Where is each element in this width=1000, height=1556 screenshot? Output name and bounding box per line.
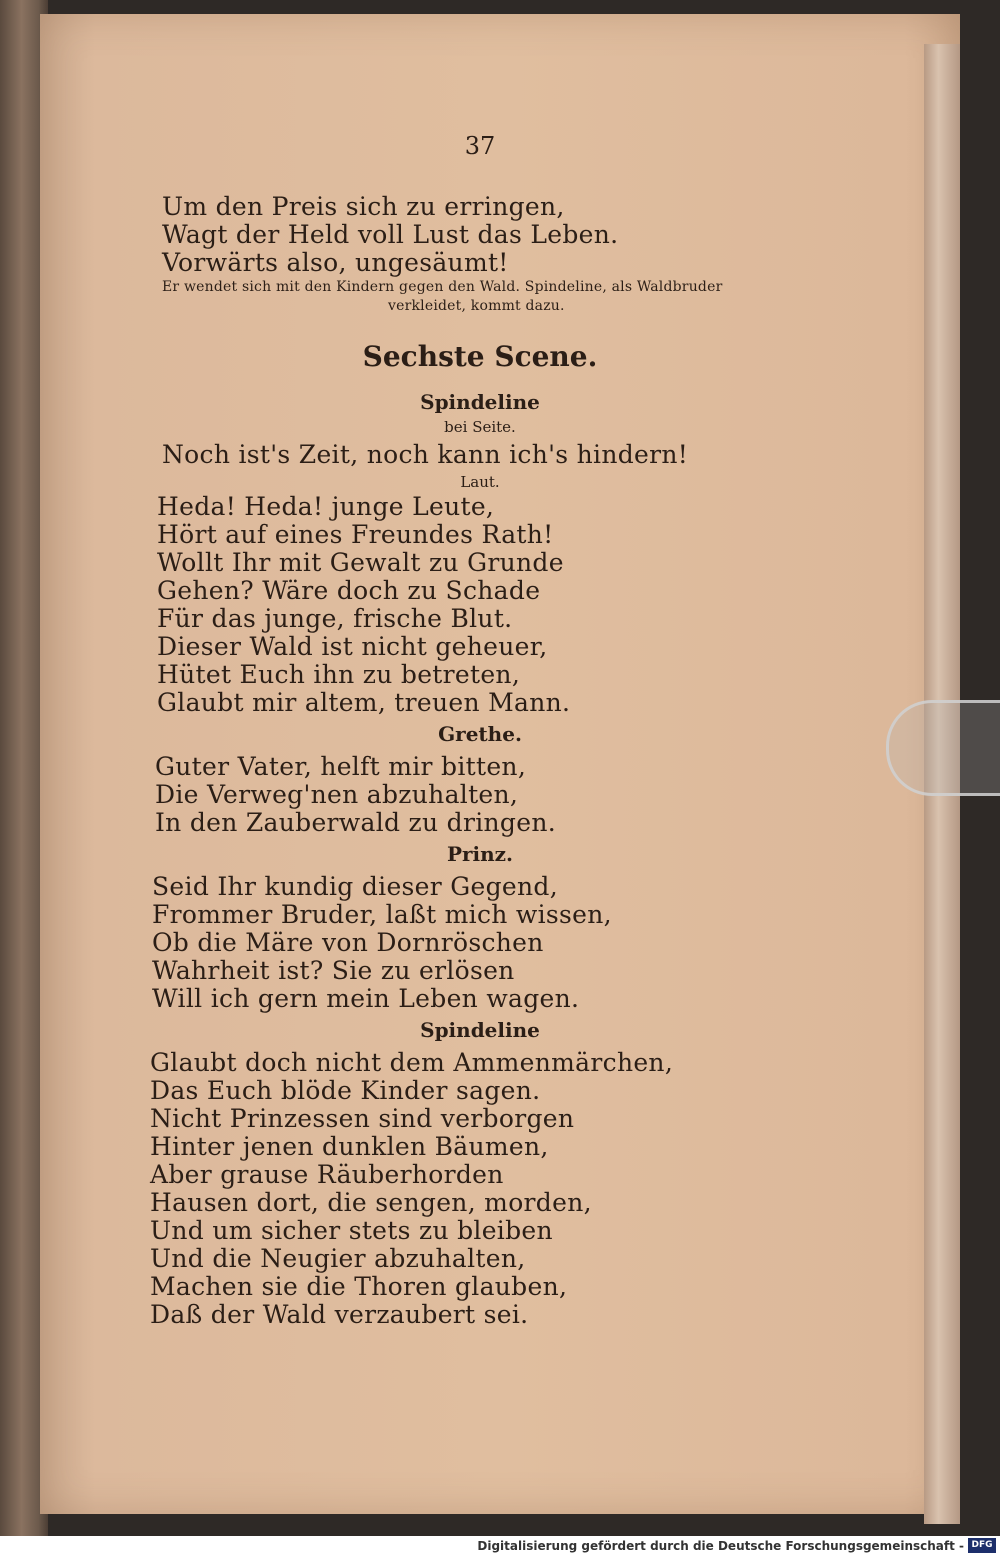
verse-line: Dieser Wald ist nicht geheuer, [157, 632, 548, 661]
verse-line: In den Zauberwald zu dringen. [155, 808, 556, 837]
page-number: 37 [464, 132, 496, 160]
verse-line: Noch ist's Zeit, noch kann ich's hindern! [162, 440, 689, 469]
stage-direction: Er wendet sich mit den Kindern gegen den Wald. Spindeline, als Waldbruder [162, 279, 723, 295]
verse-line: Hütet Euch ihn zu betreten, [157, 660, 521, 689]
verse-line: Nicht Prinzessen sind verborgen [150, 1104, 575, 1133]
speaker-name: Spindeline [420, 1018, 540, 1042]
verse-line: Für das junge, frische Blut. [157, 604, 513, 633]
verse-line: Um den Preis sich zu erringen, [162, 192, 565, 221]
verse-line: Aber grause Räuberhorden [150, 1160, 504, 1189]
verse-line: Wahrheit ist? Sie zu erlösen [152, 956, 515, 985]
verse-line: Seid Ihr kundig dieser Gegend, [152, 872, 558, 901]
verse-line: Das Euch blöde Kinder sagen. [150, 1076, 541, 1105]
verse-line: Gehen? Wäre doch zu Schade [157, 576, 541, 605]
verse-line: Machen sie die Thoren glauben, [150, 1272, 568, 1301]
page-clip [886, 700, 1000, 796]
funding-credit: Digitalisierung gefördert durch die Deutsche Forschungsgemeinschaft - [477, 1539, 964, 1553]
verse-line: Hausen dort, die sengen, morden, [150, 1188, 592, 1217]
verse-line: Ob die Märe von Dornröschen [152, 928, 544, 957]
dfg-logo: DFG [968, 1538, 996, 1553]
verse-line: Hört auf eines Freundes Rath! [157, 520, 554, 549]
verse-line: Glaubt doch nicht dem Ammenmärchen, [150, 1048, 674, 1077]
verse-line: Wagt der Held voll Lust das Leben. [162, 220, 619, 249]
verse-line: Guter Vater, helft mir bitten, [155, 752, 527, 781]
verse-line: Will ich gern mein Leben wagen. [152, 984, 580, 1013]
aside: bei Seite. [444, 418, 516, 436]
verse-line: Die Verweg'nen abzuhalten, [155, 780, 519, 809]
verse-line: Daß der Wald verzaubert sei. [150, 1300, 529, 1329]
verse-line: Frommer Bruder, laßt mich wissen, [152, 900, 612, 929]
speaker-name: Spindeline [420, 390, 540, 414]
speaker-name: Prinz. [446, 842, 514, 866]
verse-line: Und die Neugier abzuhalten, [150, 1244, 526, 1273]
scene-title: Sechste Scene. [362, 340, 598, 373]
verse-line: Vorwärts also, ungesäumt! [162, 248, 509, 277]
footer-bar [0, 1536, 1000, 1556]
aside: Laut. [460, 473, 500, 491]
verse-line: Hinter jenen dunklen Bäumen, [150, 1132, 549, 1161]
verse-line: Heda! Heda! junge Leute, [157, 492, 495, 521]
verse-line: Glaubt mir altem, treuen Mann. [157, 688, 571, 717]
verse-line: Und um sicher stets zu bleiben [150, 1216, 553, 1245]
stage-direction: verkleidet, kommt dazu. [388, 298, 565, 314]
verse-line: Wollt Ihr mit Gewalt zu Grunde [157, 548, 564, 577]
speaker-name: Grethe. [438, 722, 522, 746]
